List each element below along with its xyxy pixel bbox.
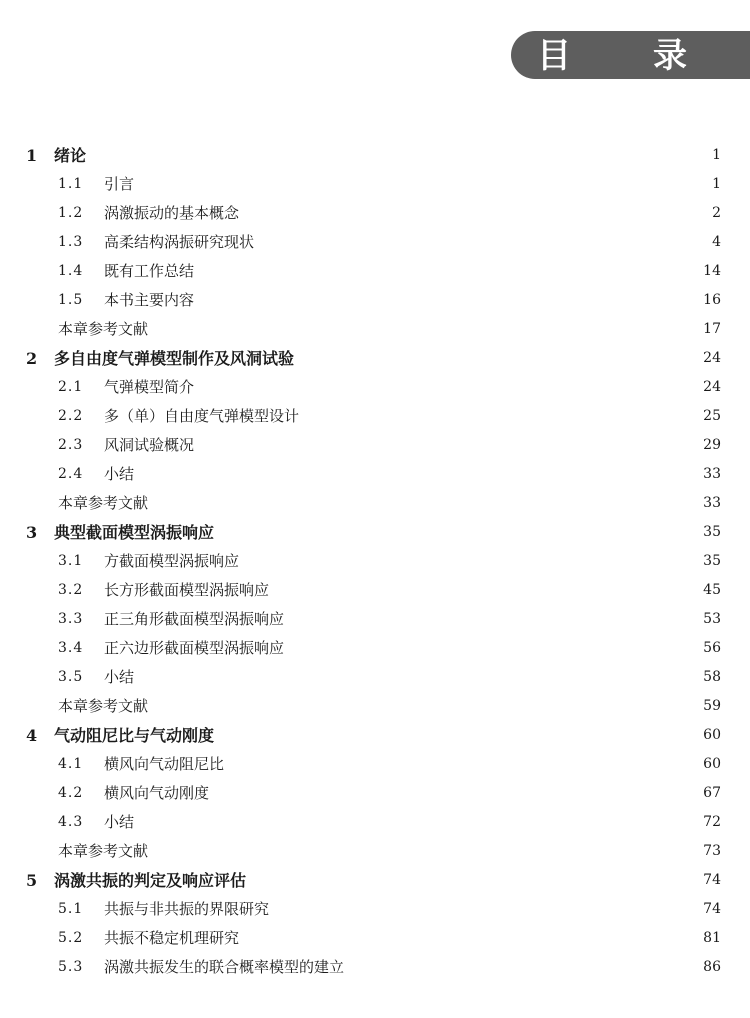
- toc-entry-number: 2.4: [58, 466, 84, 482]
- toc-dot-leader: [202, 373, 697, 402]
- toc-page-number: 4: [712, 234, 721, 250]
- toc-chapter-row[interactable]: [0, 344, 750, 373]
- toc-entry-number: 1.5: [58, 292, 84, 308]
- toc-entry-title: 既有工作总结: [104, 262, 195, 280]
- toc-entry-title: 共振不稳定机理研究: [104, 929, 240, 947]
- toc-dot-leader: [352, 953, 697, 982]
- toc-entry-title: 小结: [104, 813, 135, 831]
- toc-entry-title: 本章参考文献: [58, 494, 149, 512]
- toc-chapter-row[interactable]: [0, 866, 750, 895]
- toc-dot-leader: [142, 170, 706, 199]
- toc-page-number: 60: [703, 756, 721, 772]
- toc-heading: [537, 34, 697, 78]
- toc-entry-title: 涡激振动的基本概念: [104, 204, 240, 222]
- toc-entry-title: 方截面模型涡振响应: [104, 552, 240, 570]
- toc-entry-number: 1: [26, 146, 39, 165]
- toc-page-number: 33: [703, 495, 721, 511]
- toc-page-number: 14: [703, 263, 721, 279]
- toc-section-row[interactable]: [0, 895, 750, 924]
- toc-entry-title: 高柔结构涡振研究现状: [104, 233, 255, 251]
- toc-entry-number: 3: [26, 523, 39, 542]
- toc-dot-leader: [307, 402, 697, 431]
- toc-section-row[interactable]: [0, 431, 750, 460]
- toc-dot-leader: [222, 721, 697, 750]
- toc-dot-leader: [202, 257, 697, 286]
- toc-entry-number: 3.1: [58, 553, 84, 569]
- toc-entry-number: 3.2: [58, 582, 84, 598]
- toc-section-row[interactable]: [0, 228, 750, 257]
- toc-section-row[interactable]: [0, 808, 750, 837]
- toc-page-number: 81: [703, 930, 721, 946]
- toc-entry-title: 横风向气动阻尼比: [104, 755, 225, 773]
- toc-dot-leader: [156, 315, 697, 344]
- toc-page-number: 74: [703, 872, 721, 888]
- toc-section-row[interactable]: [0, 402, 750, 431]
- toc-entry-number: 1.3: [58, 234, 84, 250]
- toc-chapter-row[interactable]: [0, 721, 750, 750]
- toc-entry-number: 5.1: [58, 901, 84, 917]
- toc-dot-leader: [254, 866, 697, 895]
- toc-entry-title: 典型截面模型涡振响应: [54, 523, 215, 542]
- toc-entry-title: 引言: [104, 175, 135, 193]
- toc-section-row[interactable]: [0, 634, 750, 663]
- toc-page-number: 67: [703, 785, 721, 801]
- toc-dot-leader: [262, 228, 706, 257]
- toc-dot-leader: [142, 663, 697, 692]
- toc-section-row[interactable]: [0, 373, 750, 402]
- toc-entry-number: 4: [26, 726, 39, 745]
- toc-page-number: 56: [703, 640, 721, 656]
- toc-page-number: 35: [703, 524, 721, 540]
- toc-entry-title: 绪论: [54, 146, 87, 165]
- toc-page-number: 35: [703, 553, 721, 569]
- toc-entry-number: 3.5: [58, 669, 84, 685]
- toc-entry-number: 2: [26, 349, 39, 368]
- toc-dot-leader: [202, 431, 697, 460]
- toc-section-row[interactable]: [0, 576, 750, 605]
- toc-entry-number: 3.4: [58, 640, 84, 656]
- toc-dot-leader: [277, 895, 697, 924]
- toc-references-row[interactable]: [0, 489, 750, 518]
- toc-entry-title: 小结: [104, 668, 135, 686]
- toc-section-row[interactable]: [0, 663, 750, 692]
- toc-dot-leader: [222, 518, 697, 547]
- toc-entry-number: 4.3: [58, 814, 84, 830]
- toc-page-number: 33: [703, 466, 721, 482]
- toc-entry-number: 5: [26, 871, 39, 890]
- toc-entry-title: 气弹模型简介: [104, 378, 195, 396]
- toc-section-row[interactable]: [0, 547, 750, 576]
- toc-entry-number: 2.2: [58, 408, 84, 424]
- toc-dot-leader: [156, 692, 697, 721]
- toc-dot-leader: [302, 344, 697, 373]
- toc-page-number: 17: [703, 321, 721, 337]
- toc-references-row[interactable]: [0, 315, 750, 344]
- toc-page-number: 58: [703, 669, 721, 685]
- toc-entry-number: 2.1: [58, 379, 84, 395]
- toc-page-number: 25: [703, 408, 721, 424]
- toc-dot-leader: [202, 286, 697, 315]
- toc-section-row[interactable]: [0, 257, 750, 286]
- toc-dot-leader: [94, 141, 706, 170]
- toc-entry-number: 2.3: [58, 437, 84, 453]
- toc-section-row[interactable]: [0, 924, 750, 953]
- toc-page-number: 86: [703, 959, 721, 975]
- toc-dot-leader: [142, 808, 697, 837]
- toc-page-number: 24: [703, 379, 721, 395]
- toc-entry-number: 4.2: [58, 785, 84, 801]
- toc-entry-title: 多自由度气弹模型制作及风洞试验: [54, 349, 295, 368]
- toc-entry-title: 涡激共振发生的联合概率模型的建立: [104, 958, 345, 976]
- toc-dot-leader: [247, 199, 706, 228]
- toc-section-row[interactable]: [0, 170, 750, 199]
- toc-page-number: 29: [703, 437, 721, 453]
- toc-dot-leader: [277, 576, 697, 605]
- toc-entry-number: 5.2: [58, 930, 84, 946]
- toc-page-number: 59: [703, 698, 721, 714]
- toc-entry-title: 多（单）自由度气弹模型设计: [104, 407, 300, 425]
- toc-page-number: 2: [712, 205, 721, 221]
- toc-references-row[interactable]: [0, 837, 750, 866]
- toc-section-row[interactable]: [0, 750, 750, 779]
- toc-page-number: 24: [703, 350, 721, 366]
- toc-entry-number: 5.3: [58, 959, 84, 975]
- toc-page-number: 73: [703, 843, 721, 859]
- toc-section-row[interactable]: [0, 953, 750, 982]
- toc-entry-title: 横风向气动刚度: [104, 784, 210, 802]
- toc-section-row[interactable]: [0, 605, 750, 634]
- toc-entry-title: 本书主要内容: [104, 291, 195, 309]
- toc-page-number: 53: [703, 611, 721, 627]
- toc-entry-number: 3.3: [58, 611, 84, 627]
- toc-dot-leader: [156, 489, 697, 518]
- toc-dot-leader: [156, 837, 697, 866]
- toc-entry-number: 1.2: [58, 205, 84, 221]
- toc-section-row[interactable]: [0, 779, 750, 808]
- toc-page-number: 72: [703, 814, 721, 830]
- toc-entry-title: 正三角形截面模型涡振响应: [104, 610, 285, 628]
- toc-entry-title: 正六边形截面模型涡振响应: [104, 639, 285, 657]
- toc-page-number: 16: [703, 292, 721, 308]
- toc-entry-title: 共振与非共振的界限研究: [104, 900, 270, 918]
- toc-entry-title: 涡激共振的判定及响应评估: [54, 871, 247, 890]
- toc-page-number: 74: [703, 901, 721, 917]
- toc-section-row[interactable]: [0, 199, 750, 228]
- toc-entry-title: 本章参考文献: [58, 697, 149, 715]
- toc-dot-leader: [247, 924, 697, 953]
- toc-dot-leader: [217, 779, 697, 808]
- toc-dot-leader: [292, 605, 697, 634]
- toc-heading-char-1: 目: [537, 36, 571, 76]
- toc-entry-title: 气动阻尼比与气动刚度: [54, 726, 215, 745]
- toc-chapter-row[interactable]: [0, 141, 750, 170]
- toc-page-number: 45: [703, 582, 721, 598]
- toc-entry-title: 小结: [104, 465, 135, 483]
- toc-dot-leader: [232, 750, 697, 779]
- toc-section-row[interactable]: [0, 460, 750, 489]
- toc-entry-number: 1.1: [58, 176, 84, 192]
- toc-page-number: 1: [712, 147, 721, 163]
- toc-entry-title: 本章参考文献: [58, 320, 149, 338]
- toc-dot-leader: [142, 460, 697, 489]
- toc-page-number: 60: [703, 727, 721, 743]
- toc-chapter-row[interactable]: [0, 518, 750, 547]
- toc-entry-number: 4.1: [58, 756, 84, 772]
- toc-dot-leader: [247, 547, 697, 576]
- toc-entry-title: 本章参考文献: [58, 842, 149, 860]
- toc-section-row[interactable]: [0, 286, 750, 315]
- table-of-contents: [0, 141, 750, 982]
- toc-entry-title: 风洞试验概况: [104, 436, 195, 454]
- toc-page-number: 1: [712, 176, 721, 192]
- toc-dot-leader: [292, 634, 697, 663]
- toc-entry-number: 1.4: [58, 263, 84, 279]
- toc-heading-char-2: 录: [653, 36, 687, 76]
- toc-references-row[interactable]: [0, 692, 750, 721]
- toc-entry-title: 长方形截面模型涡振响应: [104, 581, 270, 599]
